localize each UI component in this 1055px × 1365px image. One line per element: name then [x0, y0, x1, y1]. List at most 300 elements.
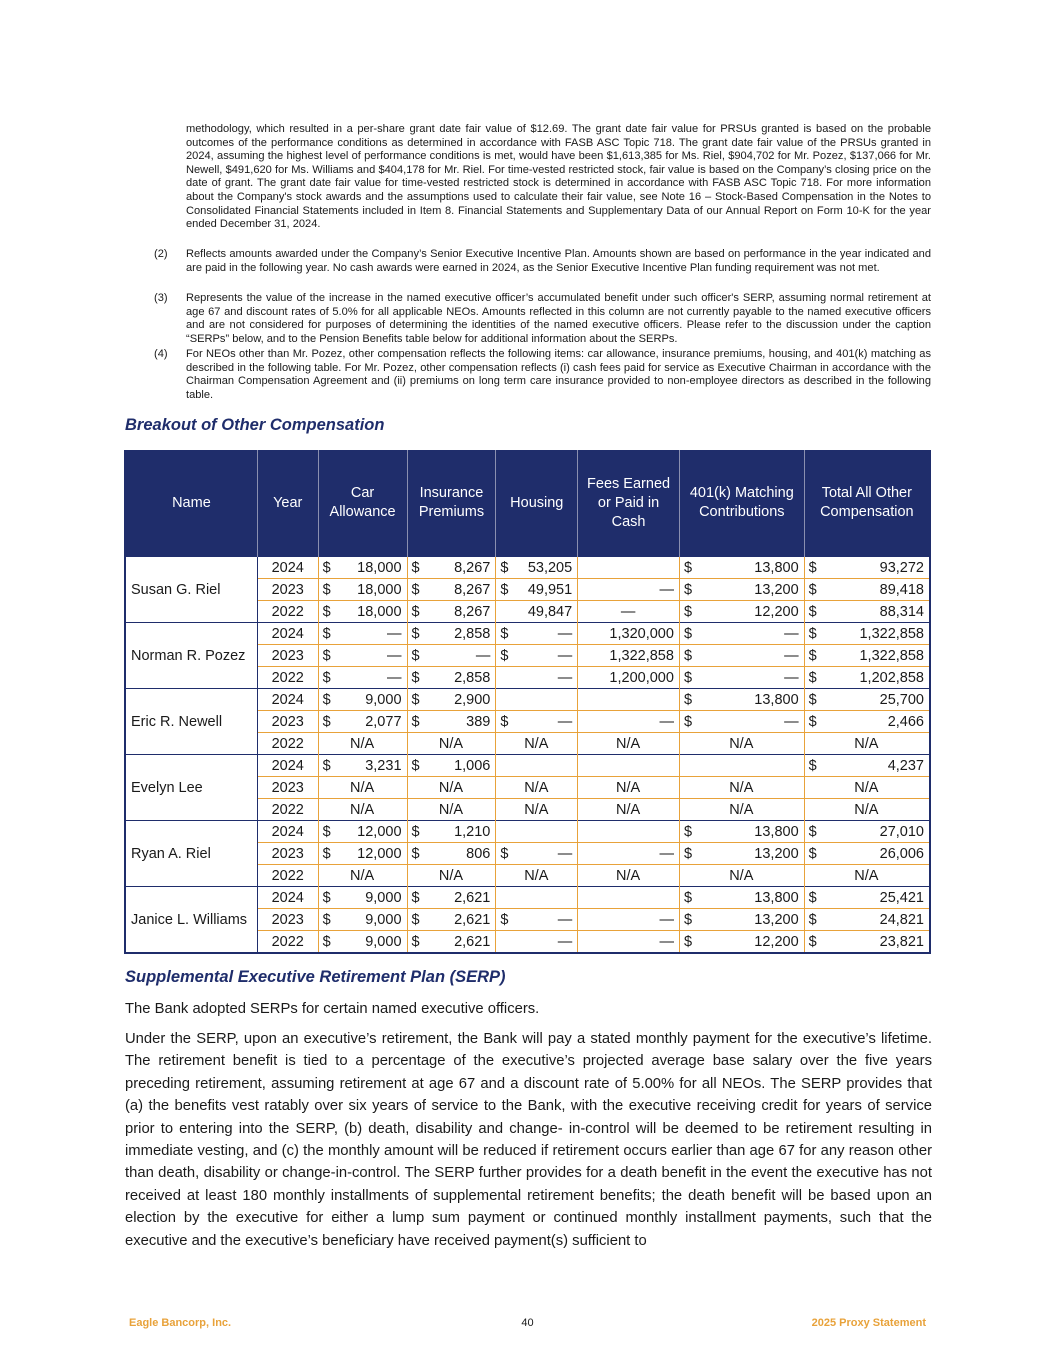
- serp-intro-paragraph: The Bank adopted SERPs for certain named executive officers.: [125, 1001, 540, 1017]
- cell-symbol: N/A: [615, 735, 641, 752]
- page-number: 40: [521, 1317, 534, 1329]
- table-row: [125, 887, 930, 909]
- cell-total: [804, 711, 930, 733]
- cell-value: N/A: [854, 801, 879, 818]
- cell-value: —: [784, 625, 799, 642]
- cell-insurance: [407, 843, 496, 865]
- cell-value: —: [557, 713, 573, 730]
- cell-value: 1,200,000: [609, 669, 674, 686]
- cell-value: 13,200: [754, 845, 799, 862]
- cell-housing: [496, 557, 578, 579]
- cell-insurance: [407, 821, 496, 843]
- cell-symbol: $: [500, 845, 509, 862]
- cell-value: 389: [466, 713, 491, 730]
- cell-fees: [578, 623, 680, 645]
- cell-value: 1,322,858: [859, 625, 924, 642]
- cell-car-allowance: [318, 887, 407, 909]
- cell-symbol: $: [411, 691, 420, 708]
- footnote-2: (2) Reflects amounts awarded under the Company’s Senior Executive Incentive Plan. Amounts shown are based on performance in the year indicated and are paid in the following year. No cash awards were earned in 2024, as the Senior Executive Incentive Plan funding requirement was not met.: [154, 248, 931, 274]
- cell-fees: [578, 601, 680, 623]
- cell-housing: [496, 931, 578, 954]
- cell-housing: [496, 887, 578, 909]
- cell-housing: [496, 821, 578, 843]
- cell-value: 18,000: [357, 603, 402, 620]
- cell-value: —: [784, 647, 799, 664]
- cell-housing: [496, 579, 578, 601]
- cell-insurance: [407, 777, 496, 799]
- cell-symbol: $: [500, 625, 509, 642]
- cell-insurance: [407, 579, 496, 601]
- cell-value: 1,202,858: [859, 669, 924, 686]
- cell-symbol: N/A: [615, 779, 641, 796]
- cell-symbol: $: [411, 625, 420, 642]
- cell-car-allowance: [318, 843, 407, 865]
- cell-year: 2023: [257, 711, 318, 733]
- cell-symbol: $: [808, 757, 817, 774]
- cell-fees: [578, 667, 680, 689]
- cell-housing: [496, 865, 578, 887]
- cell-value: 18,000: [357, 559, 402, 576]
- cell-value: 23,821: [879, 933, 924, 950]
- cell-value: 89,418: [879, 581, 924, 598]
- cell-value: N/A: [349, 801, 375, 818]
- cell-year: 2024: [257, 689, 318, 711]
- cell-fees: [578, 931, 680, 954]
- cell-car-allowance: [318, 865, 407, 887]
- cell-symbol: $: [683, 647, 693, 664]
- cell-year: 2023: [257, 909, 318, 931]
- cell-fees: [578, 645, 680, 667]
- cell-symbol: $: [683, 911, 693, 928]
- cell-value: 9,000: [365, 911, 402, 928]
- cell-value: 25,421: [879, 889, 924, 906]
- cell-symbol: $: [808, 889, 817, 906]
- cell-symbol: $: [322, 647, 331, 664]
- cell-symbol: $: [322, 625, 331, 642]
- cell-fees: [578, 777, 680, 799]
- cell-symbol: $: [500, 911, 509, 928]
- cell-insurance: [407, 667, 496, 689]
- cell-symbol: $: [808, 823, 817, 840]
- cell-401k: [679, 755, 804, 777]
- cell-car-allowance: [318, 777, 407, 799]
- cell-401k: [679, 623, 804, 645]
- cell-value: —: [557, 647, 573, 664]
- col-header-name: Name: [125, 450, 257, 557]
- cell-symbol: $: [808, 933, 817, 950]
- cell-symbol: $: [683, 603, 693, 620]
- cell-fees: [578, 689, 680, 711]
- row-name: Susan G. Riel: [125, 557, 257, 623]
- cell-symbol: $: [683, 559, 693, 576]
- cell-value: 1,210: [454, 823, 491, 840]
- row-name: Ryan A. Riel: [125, 821, 257, 887]
- cell-value: 53,205: [527, 559, 573, 576]
- cell-value: —: [557, 845, 573, 862]
- cell-value: 4,237: [887, 757, 924, 774]
- cell-value: 12,200: [754, 603, 799, 620]
- cell-year: 2022: [257, 601, 318, 623]
- table-row: [125, 821, 930, 843]
- cell-symbol: $: [683, 889, 693, 906]
- cell-total: [804, 667, 930, 689]
- cell-year: 2022: [257, 931, 318, 954]
- cell-symbol: $: [322, 757, 331, 774]
- cell-value: 12,000: [357, 845, 402, 862]
- cell-value: N/A: [524, 735, 549, 752]
- cell-year: 2022: [257, 865, 318, 887]
- cell-symbol: $: [411, 713, 420, 730]
- cell-value: N/A: [729, 735, 754, 752]
- cell-car-allowance: [318, 689, 407, 711]
- cell-value: N/A: [854, 735, 879, 752]
- cell-car-allowance: [318, 711, 407, 733]
- cell-value: 13,800: [754, 823, 799, 840]
- cell-symbol: $: [411, 603, 420, 620]
- cell-value: 8,267: [454, 559, 491, 576]
- cell-fees: [578, 865, 680, 887]
- cell-housing: [496, 601, 578, 623]
- cell-value: —: [475, 647, 491, 664]
- cell-year: 2023: [257, 843, 318, 865]
- cell-fees: [578, 711, 680, 733]
- serp-body-paragraph: Under the SERP, upon an executive’s retirement, the Bank will pay a stated monthly payment for the executive’s lifetime. The retirement benefit is tied to a percentage of the executive’s projected average base salary over the five years preceding retirement, assuming retirement at age 67 and a discount rate of 5.00% for all NEOs. The SERP provides that (a) the benefits vest ratably over six years of service to the Bank, with the executive receiving credit for years of service prior to entering into the SERP, (b) death, disability and change- in-control will be deemed to be retirement resulting in immediate vesting, and (c) the monthly amount will be reduced if retirement occurs earlier than age 67 for any reason other than death, disability or change-in-control. The SERP further provides for a death benefit in the event the executive has not received at least 180 monthly installments of supplemental retirement benefits; the death benefit will be based upon an election by the executive for either a lump sum payment or continued monthly installment payments, such that the executive and the executive’s beneficiary have received payment(s) sufficient to: [125, 1031, 932, 1249]
- cell-symbol: $: [683, 933, 693, 950]
- cell-housing: [496, 711, 578, 733]
- cell-fees: [578, 799, 680, 821]
- cell-401k: [679, 887, 804, 909]
- table-row: [125, 557, 930, 579]
- cell-symbol: $: [322, 603, 331, 620]
- cell-value: 2,858: [454, 625, 491, 642]
- cell-value: N/A: [729, 867, 754, 884]
- cell-symbol: $: [322, 911, 331, 928]
- cell-symbol: $: [808, 845, 817, 862]
- footnote-3: (3) Represents the value of the increase in the named executive officer’s accumulated benefit under such officer's SERP, assuming normal retirement at age 67 and discount rates of 5.0% for all applicable NEOs. Amounts reflected in this column are not currently payable to the named executive officers and are not considered for purposes of determining the identities of the named executive officers. Please refer to the discussion under the caption “SERPs” below, and to the Pension Benefits table below for additional information about the SERPs.: [154, 292, 931, 345]
- footnote-1-continued: methodology, which resulted in a per-share grant date fair value of $12.69. The grant date fair value for PRSUs granted is based on the probable outcomes of the performance conditions as determined in accordance with FASB ASC Topic 718. The grant date fair value of the PRSUs granted in 2024, assuming the highest level of performance conditions is met, would have been $1,613,385 for Ms. Riel, $904,702 for Mr. Pozez, $137,066 for Mr. Newell, $491,620 for Ms. Williams and $404,178 for Mr. Riel. For time-vested restricted stock, fair value is based on the Company’s closing price on the date of grant. The grant date fair value for time-vested restricted stock is determined in accordance with FASB ASC Topic 718. For more information about the Company's stock awards and the assumptions used to calculate their fair value, see Note 16 – Stock-Based Compensation in the Notes to Consolidated Financial Statements included in Item 8. Financial Statements and Supplementary Data of our Annual Report on Form 10-K for the year ended December 31, 2024.: [186, 123, 931, 231]
- cell-symbol: $: [411, 911, 420, 928]
- cell-value: N/A: [729, 801, 754, 818]
- cell-fees: [578, 557, 680, 579]
- cell-value: 27,010: [879, 823, 924, 840]
- footer-document: 2025 Proxy Statement: [811, 1317, 926, 1329]
- cell-value: 1,320,000: [609, 625, 674, 642]
- cell-symbol: $: [500, 713, 509, 730]
- cell-housing: [496, 623, 578, 645]
- col-header-insurance: Insurance Premiums: [407, 450, 496, 557]
- cell-value: N/A: [438, 735, 464, 752]
- col-header-401k: 401(k) Matching Contributions: [679, 450, 804, 557]
- cell-insurance: [407, 909, 496, 931]
- cell-value: 13,200: [754, 581, 799, 598]
- cell-car-allowance: [318, 755, 407, 777]
- cell-fees: [578, 733, 680, 755]
- cell-value: 18,000: [357, 581, 402, 598]
- cell-value: —: [659, 581, 674, 598]
- col-header-year: Year: [257, 450, 318, 557]
- cell-insurance: [407, 755, 496, 777]
- cell-total: [804, 623, 930, 645]
- col-header-total: Total All Other Compensation: [804, 450, 930, 557]
- cell-symbol: $: [683, 823, 693, 840]
- cell-401k: [679, 601, 804, 623]
- cell-symbol: $: [322, 691, 331, 708]
- cell-value: —: [557, 933, 573, 950]
- row-name: Evelyn Lee: [125, 755, 257, 821]
- row-name: Norman R. Pozez: [125, 623, 257, 689]
- cell-symbol: $: [411, 845, 420, 862]
- cell-value: 1,322,858: [609, 647, 674, 664]
- cell-housing: [496, 645, 578, 667]
- cell-insurance: [407, 711, 496, 733]
- cell-symbol: $: [322, 559, 331, 576]
- cell-symbol: $: [683, 581, 693, 598]
- cell-fees: [578, 843, 680, 865]
- cell-value: 13,800: [754, 889, 799, 906]
- cell-value: 2,466: [887, 713, 924, 730]
- cell-year: 2024: [257, 887, 318, 909]
- cell-401k: [679, 799, 804, 821]
- cell-housing: [496, 733, 578, 755]
- cell-value: —: [659, 911, 674, 928]
- table-row: [125, 689, 930, 711]
- cell-housing: [496, 689, 578, 711]
- cell-value: 8,267: [454, 603, 491, 620]
- cell-value: —: [659, 933, 674, 950]
- cell-total: [804, 909, 930, 931]
- cell-401k: [679, 909, 804, 931]
- cell-401k: [679, 843, 804, 865]
- cell-total: [804, 601, 930, 623]
- cell-symbol: N/A: [615, 801, 641, 818]
- cell-insurance: [407, 557, 496, 579]
- cell-symbol: $: [808, 669, 817, 686]
- cell-symbol: $: [322, 845, 331, 862]
- table-row: [125, 623, 930, 645]
- cell-insurance: [407, 887, 496, 909]
- cell-insurance: [407, 645, 496, 667]
- cell-value: 1,006: [454, 757, 491, 774]
- cell-year: 2023: [257, 645, 318, 667]
- cell-housing: [496, 799, 578, 821]
- cell-401k: [679, 667, 804, 689]
- cell-total: [804, 689, 930, 711]
- cell-car-allowance: [318, 557, 407, 579]
- cell-symbol: $: [411, 757, 420, 774]
- cell-insurance: [407, 931, 496, 954]
- cell-value: 13,800: [754, 559, 799, 576]
- cell-total: [804, 579, 930, 601]
- cell-value: —: [557, 911, 573, 928]
- cell-value: 8,267: [454, 581, 491, 598]
- cell-value: 26,006: [879, 845, 924, 862]
- cell-symbol: $: [808, 691, 817, 708]
- row-name: Eric R. Newell: [125, 689, 257, 755]
- cell-value: —: [784, 713, 799, 730]
- footnote-4: (4) For NEOs other than Mr. Pozez, other compensation reflects the following items: car allowance, insurance premiums, housing, and 401(k) matching as described in the following table. For Mr. Pozez, other compensation reflects (i) cash fees paid for service as Executive Chairman in accordance with the Chairman Compensation Agreement and (ii) premiums on long term care insurance provided to non-employee directors as described in the following table.: [154, 348, 931, 401]
- cell-insurance: [407, 689, 496, 711]
- cell-year: 2024: [257, 821, 318, 843]
- row-name: Janice L. Williams: [125, 887, 257, 954]
- cell-value: —: [387, 647, 402, 664]
- cell-symbol: $: [411, 559, 420, 576]
- cell-value: 93,272: [879, 559, 924, 576]
- cell-401k: [679, 821, 804, 843]
- cell-value: —: [784, 669, 799, 686]
- cell-401k: [679, 711, 804, 733]
- cell-fees: [578, 887, 680, 909]
- cell-symbol: $: [683, 713, 693, 730]
- cell-total: [804, 755, 930, 777]
- cell-symbol: $: [500, 581, 509, 598]
- cell-value: 9,000: [365, 889, 402, 906]
- cell-value: 49,951: [527, 581, 573, 598]
- cell-year: 2023: [257, 777, 318, 799]
- cell-value: N/A: [524, 801, 549, 818]
- cell-value: 13,800: [754, 691, 799, 708]
- cell-total: [804, 887, 930, 909]
- cell-symbol: $: [322, 823, 331, 840]
- cell-car-allowance: [318, 645, 407, 667]
- cell-401k: [679, 777, 804, 799]
- cell-value: —: [557, 625, 573, 642]
- cell-401k: [679, 579, 804, 601]
- cell-fees: [578, 755, 680, 777]
- cell-total: [804, 843, 930, 865]
- table-row: [125, 755, 930, 777]
- cell-401k: [679, 931, 804, 954]
- cell-value: —: [659, 845, 674, 862]
- cell-symbol: $: [322, 669, 331, 686]
- cell-total: [804, 821, 930, 843]
- cell-total: [804, 777, 930, 799]
- cell-symbol: $: [411, 581, 420, 598]
- cell-value: 13,200: [754, 911, 799, 928]
- cell-value: N/A: [438, 867, 464, 884]
- col-header-fees: Fees Earned or Paid in Cash: [578, 450, 680, 557]
- cell-value: —: [387, 625, 402, 642]
- cell-value: N/A: [854, 779, 879, 796]
- cell-symbol: $: [808, 625, 817, 642]
- cell-value: 3,231: [365, 757, 402, 774]
- cell-symbol: $: [808, 713, 817, 730]
- cell-value: 49,847: [527, 603, 573, 620]
- cell-housing: [496, 909, 578, 931]
- cell-car-allowance: [318, 623, 407, 645]
- cell-total: [804, 645, 930, 667]
- cell-symbol: $: [683, 625, 693, 642]
- cell-car-allowance: [318, 579, 407, 601]
- cell-symbol: $: [683, 845, 693, 862]
- cell-value: N/A: [729, 779, 754, 796]
- cell-car-allowance: [318, 931, 407, 954]
- cell-year: 2022: [257, 733, 318, 755]
- cell-symbol: $: [500, 647, 509, 664]
- cell-401k: [679, 645, 804, 667]
- cell-insurance: [407, 601, 496, 623]
- cell-symbol: $: [411, 933, 420, 950]
- cell-symbol: $: [808, 581, 817, 598]
- cell-total: [804, 557, 930, 579]
- cell-fees: [578, 821, 680, 843]
- section-title-other-compensation: Breakout of Other Compensation: [125, 416, 385, 434]
- cell-value: N/A: [349, 735, 375, 752]
- cell-symbol: N/A: [615, 867, 641, 884]
- cell-year: 2024: [257, 755, 318, 777]
- cell-value: N/A: [854, 867, 879, 884]
- cell-value: 1,322,858: [859, 647, 924, 664]
- cell-symbol: $: [500, 559, 509, 576]
- cell-symbol: $: [322, 713, 331, 730]
- cell-total: [804, 931, 930, 954]
- cell-symbol: $: [411, 669, 420, 686]
- col-header-car-allowance: Car Allowance: [318, 450, 407, 557]
- cell-value: N/A: [349, 867, 375, 884]
- cell-car-allowance: [318, 799, 407, 821]
- cell-housing: [496, 667, 578, 689]
- cell-value: N/A: [349, 779, 375, 796]
- cell-insurance: [407, 733, 496, 755]
- cell-value: N/A: [438, 801, 464, 818]
- cell-symbol: $: [411, 647, 420, 664]
- cell-insurance: [407, 623, 496, 645]
- cell-value: 12,000: [357, 823, 402, 840]
- cell-symbol: $: [411, 889, 420, 906]
- cell-year: 2024: [257, 557, 318, 579]
- cell-symbol: $: [808, 911, 817, 928]
- cell-value: 9,000: [365, 691, 402, 708]
- cell-value: 9,000: [365, 933, 402, 950]
- cell-value: —: [659, 713, 674, 730]
- cell-car-allowance: [318, 909, 407, 931]
- cell-housing: [496, 777, 578, 799]
- cell-car-allowance: [318, 601, 407, 623]
- cell-value: N/A: [524, 867, 549, 884]
- cell-value: 2,900: [454, 691, 491, 708]
- cell-fees: [578, 909, 680, 931]
- cell-value: 25,700: [879, 691, 924, 708]
- table-header-row: [125, 450, 930, 557]
- cell-total: [804, 865, 930, 887]
- cell-symbol: $: [411, 823, 420, 840]
- cell-value: N/A: [438, 779, 464, 796]
- cell-symbol: $: [808, 647, 817, 664]
- cell-value: 806: [466, 845, 491, 862]
- cell-value: 88,314: [879, 603, 924, 620]
- cell-symbol: $: [322, 889, 331, 906]
- cell-value: 2,621: [454, 911, 491, 928]
- cell-value: —: [387, 669, 402, 686]
- cell-insurance: [407, 799, 496, 821]
- cell-year: 2024: [257, 623, 318, 645]
- cell-insurance: [407, 865, 496, 887]
- cell-symbol: $: [808, 559, 817, 576]
- cell-401k: [679, 557, 804, 579]
- cell-housing: [496, 755, 578, 777]
- cell-fees: [578, 579, 680, 601]
- cell-symbol: $: [322, 581, 331, 598]
- cell-car-allowance: [318, 667, 407, 689]
- cell-car-allowance: [318, 733, 407, 755]
- cell-value: 2,621: [454, 933, 491, 950]
- other-compensation-table: [124, 450, 931, 954]
- cell-total: [804, 733, 930, 755]
- cell-value: N/A: [524, 779, 549, 796]
- section-title-serp: Supplemental Executive Retirement Plan (SERP): [125, 968, 506, 986]
- cell-symbol: $: [683, 669, 693, 686]
- cell-401k: [679, 865, 804, 887]
- cell-car-allowance: [318, 821, 407, 843]
